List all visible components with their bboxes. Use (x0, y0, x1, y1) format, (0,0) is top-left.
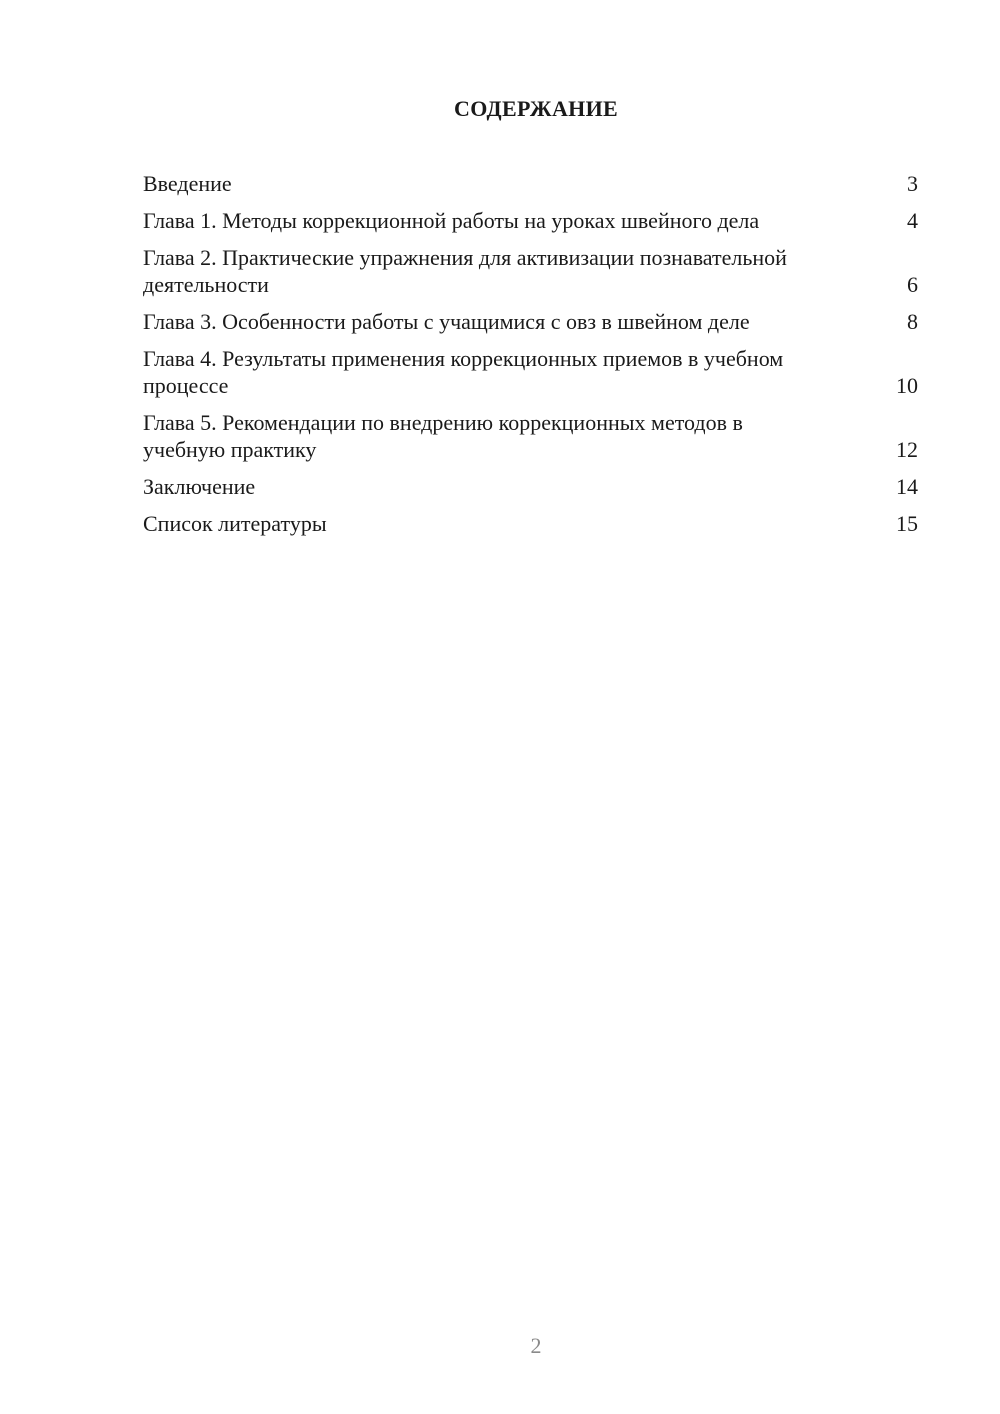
toc-entry-title: Заключение (143, 474, 256, 499)
toc-entry[interactable] (143, 510, 920, 537)
toc-title: СОДЕРЖАНИЕ (454, 96, 618, 121)
toc-entry-page: 4 (907, 208, 918, 233)
toc-entry[interactable] (143, 308, 920, 335)
toc-entry[interactable] (143, 207, 920, 234)
toc-entry-title: Глава 1. Методы коррекционной работы на уроках швейного дела (143, 208, 760, 233)
toc-entry[interactable] (143, 409, 920, 463)
page-number: 2 (530, 1333, 542, 1358)
toc-entry-page: 3 (907, 171, 918, 196)
toc-entry-page: 14 (896, 474, 918, 499)
toc-entry-title: Список литературы (143, 511, 327, 536)
toc-entry-title: Введение (143, 171, 232, 196)
toc-entry-page: 10 (896, 373, 918, 398)
toc-entry-page: 6 (907, 272, 918, 297)
toc-entry-title: Глава 5. Рекомендации по внедрению коррекционных методов в учебную практику (143, 410, 743, 462)
toc-entry-page: 15 (896, 511, 918, 536)
toc-entry-page: 8 (907, 309, 918, 334)
toc-entry[interactable] (143, 244, 920, 298)
toc-entry[interactable] (143, 345, 920, 399)
toc-entry-title: Глава 2. Практические упражнения для активизации познавательной деятельности (143, 245, 787, 297)
toc-entry-title: Глава 3. Особенности работы с учащимися с овз в швейном деле (143, 309, 750, 334)
toc-entry-title: Глава 4. Результаты применения коррекционных приемов в учебном процессе (143, 346, 784, 398)
table-of-contents (143, 170, 920, 547)
toc-entry[interactable] (143, 170, 920, 197)
toc-entry[interactable] (143, 473, 920, 500)
toc-entry-page: 12 (896, 437, 918, 462)
